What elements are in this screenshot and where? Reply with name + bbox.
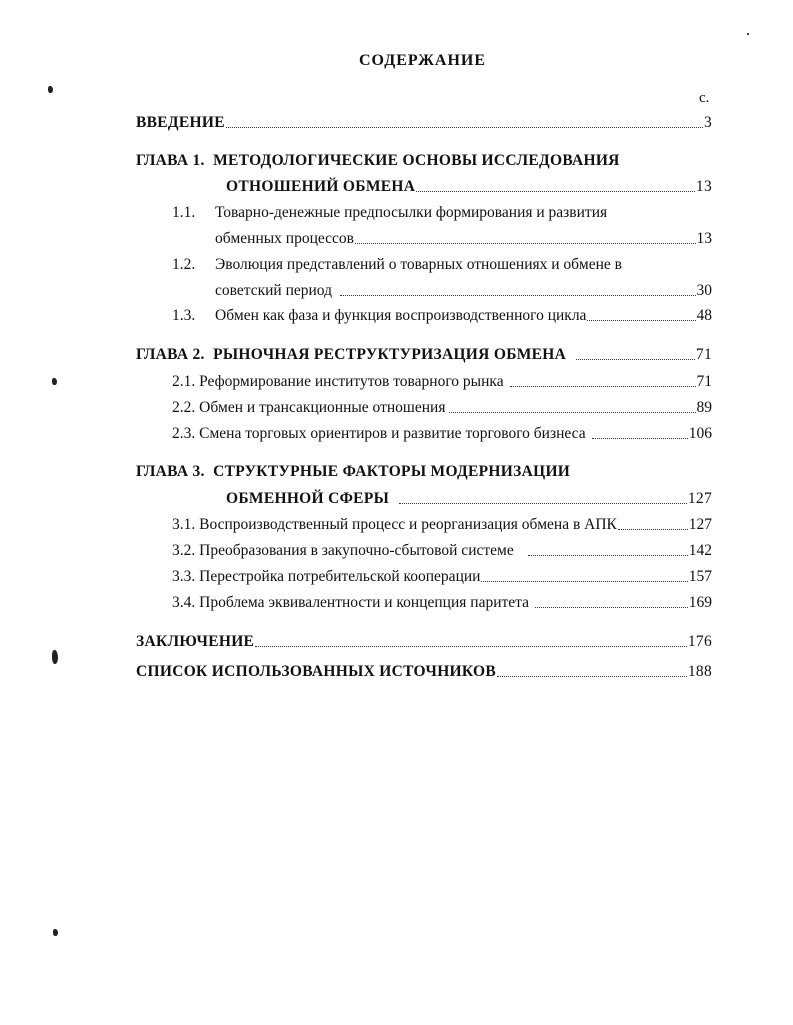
chapter-1-heading-cont[interactable] [226,178,712,196]
chapter-number: ГЛАВА 1. [136,152,205,169]
toc-entry-intro[interactable] [136,114,712,132]
dot-leader [416,191,695,192]
section-number: 3.2. [172,542,196,559]
section-title: советский период [215,282,332,299]
dot-leader [497,676,687,677]
dot-leader [576,359,695,360]
section-1-2-cont[interactable] [215,282,712,300]
dot-leader [255,646,687,647]
section-number: 3.1. [172,516,196,533]
section-title: Реформирование институтов товарного рынка [199,373,504,390]
section-number: 2.3. [172,425,196,442]
dot-leader [399,503,687,504]
section-number: 1.2. [172,256,196,273]
chapter-title: СТРУКТУРНЫЕ ФАКТОРЫ МОДЕРНИЗАЦИИ [213,463,571,480]
page-column-label: с. [699,90,710,106]
section-title: Обмен и трансакционные отношения [199,399,446,416]
dot-leader [592,438,688,439]
dot-leader [528,555,688,556]
chapter-number: ГЛАВА 3. [136,463,205,480]
section-1-1[interactable] [172,204,607,222]
section-number: 3.3. [172,568,196,585]
section-number: 2.1. [172,373,196,390]
section-title: Эволюция представлений о товарных отношениях и обмене в [215,256,622,273]
chapter-2-heading[interactable] [136,346,712,364]
chapter-number: ГЛАВА 2. [136,346,205,363]
scan-speck [48,86,53,93]
chapter-title: МЕТОДОЛОГИЧЕСКИЕ ОСНОВЫ ИССЛЕДОВАНИЯ [213,152,620,169]
section-3-2[interactable] [172,542,712,560]
scan-speck [52,378,57,385]
section-1-1-cont[interactable] [215,230,712,248]
toc-page-number: 71 [695,346,712,363]
section-1-3[interactable] [172,307,712,325]
section-3-1[interactable] [172,516,712,534]
dot-leader [535,607,688,608]
toc-page-number: 188 [687,663,712,680]
toc-page-number: 106 [688,425,712,442]
chapter-3-heading[interactable] [136,463,570,481]
section-title: Товарно-денежные предпосылки формирования и развития [215,204,608,221]
toc-page-number: 176 [687,633,712,650]
toc-page-number: 13 [696,230,712,247]
dot-leader [510,386,696,387]
dot-leader [618,529,688,530]
section-number: 1.3. [172,307,196,324]
section-title: Проблема эквивалентности и концепция паритета [199,594,529,611]
section-title: Перестройка потребительской кооперации [199,568,481,585]
toc-page-number: 127 [688,516,712,533]
section-title: Преобразования в закупочно-сбытовой системе [199,542,514,559]
chapter-1-heading[interactable] [136,152,620,170]
chapter-3-heading-cont[interactable] [226,490,712,508]
toc-entry-label: ВВЕДЕНИЕ [136,114,225,131]
section-2-2[interactable] [172,399,712,417]
page-title: СОДЕРЖАНИЕ [358,52,487,69]
dot-leader [226,127,703,128]
chapter-title: ОТНОШЕНИЙ ОБМЕНА [226,178,416,195]
toc-page-number: 157 [688,568,712,585]
toc-page-number: 142 [688,542,712,559]
scan-speck [53,929,58,936]
toc-page-number: 169 [688,594,712,611]
dot-leader [340,295,696,296]
section-title: Воспроизводственный процесс и реорганизация обмена в АПК [199,516,617,533]
section-3-4[interactable] [172,594,712,612]
dot-leader [449,412,695,413]
toc-entry-label: ЗАКЛЮЧЕНИЕ [136,633,255,650]
section-1-2[interactable] [172,256,622,274]
section-2-3[interactable] [172,425,712,443]
toc-page-number: 127 [687,490,712,507]
toc-page-number: 30 [696,282,712,299]
toc-entry-sources[interactable] [136,663,712,681]
toc-page-number: 89 [696,399,712,416]
dot-leader [587,320,695,321]
toc-page-number: 48 [696,307,712,324]
section-title: обменных процессов [215,230,354,247]
section-3-3[interactable] [172,568,712,586]
section-title: Смена торговых ориентиров и развитие торгового бизнеса [199,425,586,442]
section-title: Обмен как фаза и функция воспроизводственного цикла [215,307,587,324]
toc-entry-label: СПИСОК ИСПОЛЬЗОВАННЫХ ИСТОЧНИКОВ [136,663,497,680]
toc-page-number: 71 [696,373,712,390]
section-number: 1.1. [172,204,196,221]
dot-leader [481,581,687,582]
dot-leader [355,243,696,244]
toc-page-number: 13 [695,178,712,195]
chapter-title: ОБМЕННОЙ СФЕРЫ [226,490,390,507]
section-number: 2.2. [172,399,196,416]
scan-speck [747,33,749,35]
section-2-1[interactable] [172,373,712,391]
toc-entry-conclusion[interactable] [136,633,712,651]
chapter-title: РЫНОЧНАЯ РЕСТРУКТУРИЗАЦИЯ ОБМЕНА [213,346,567,363]
scan-speck [52,650,58,664]
toc-page-number: 3 [703,114,712,131]
section-number: 3.4. [172,594,196,611]
